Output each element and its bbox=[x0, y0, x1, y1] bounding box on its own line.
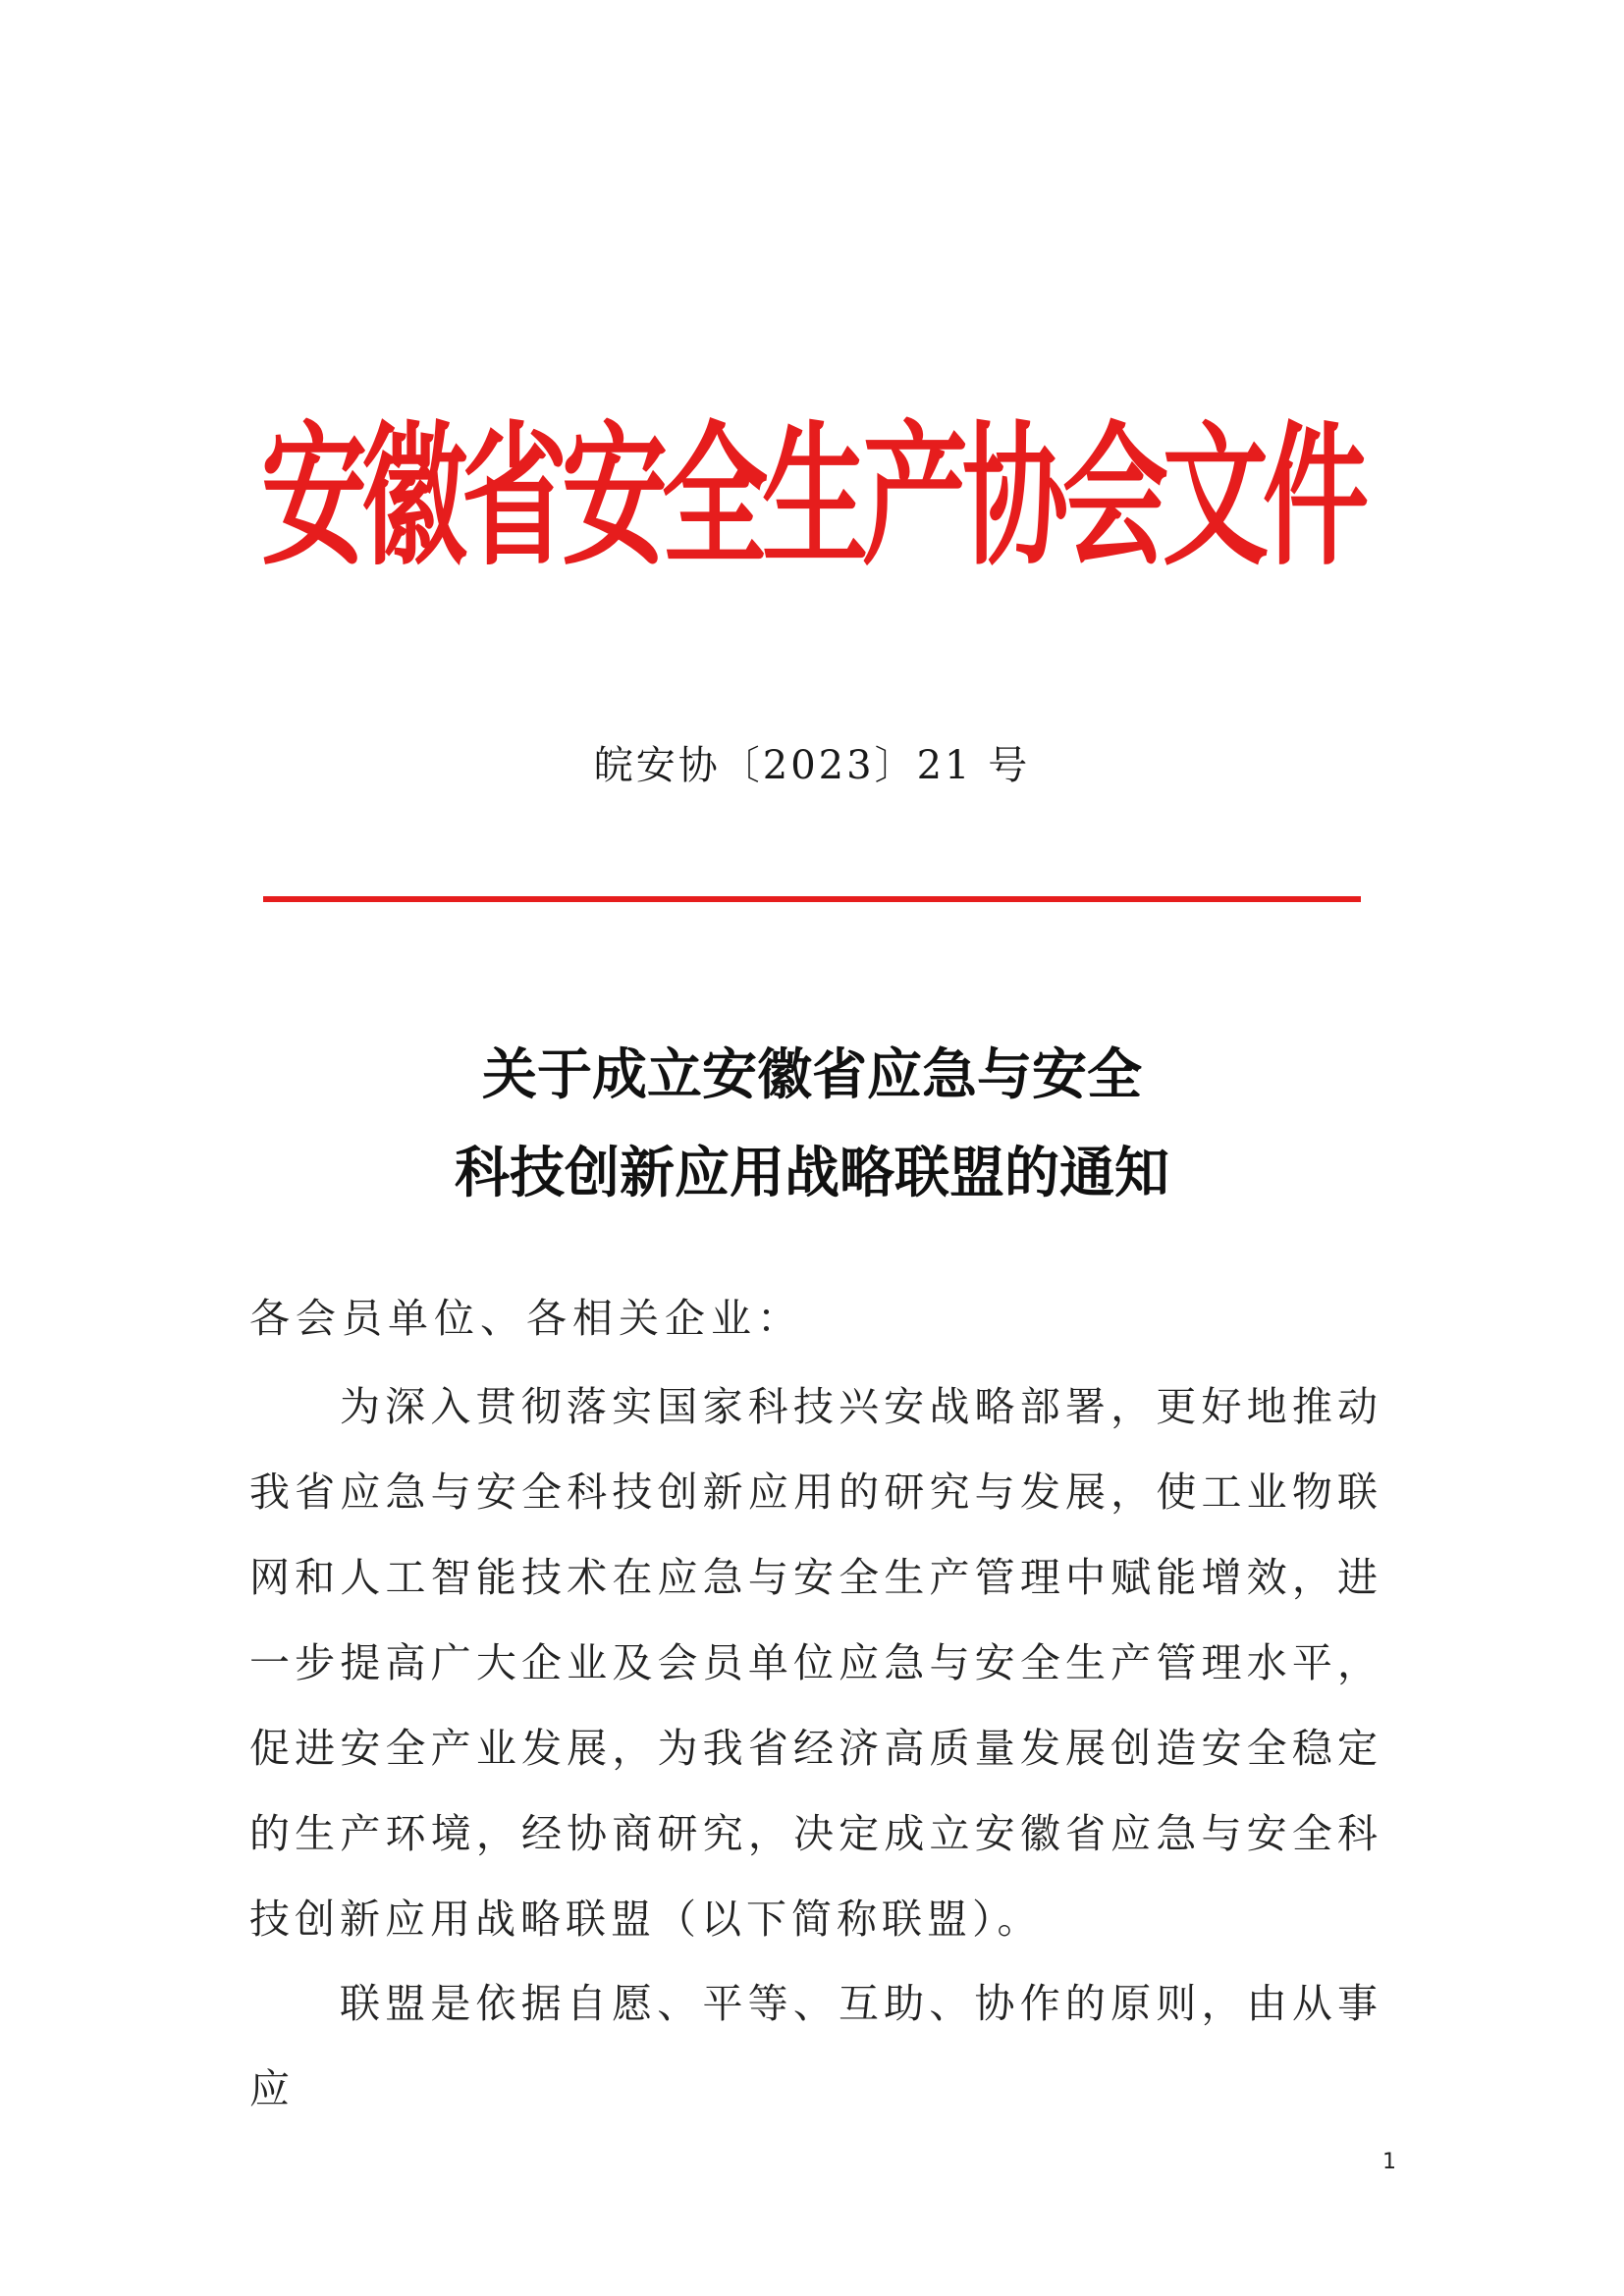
masthead-title: 安徽省安全生产协会文件 bbox=[260, 408, 1363, 587]
document-number: 皖安协〔2023〕21 号 bbox=[593, 743, 1031, 788]
red-divider-line bbox=[263, 896, 1361, 902]
body-paragraph-2: 联盟是依据自愿、平等、互助、协作的原则，由从事应 bbox=[249, 1980, 1382, 2112]
notice-title-line-2: 科技创新应用战略联盟的通知 bbox=[455, 1141, 1169, 1205]
page-number: 1 bbox=[1382, 2150, 1396, 2174]
notice-title bbox=[0, 1026, 1624, 1222]
salutation: 各会员单位、各相关企业： bbox=[249, 1295, 803, 1342]
notice-title-line-1: 关于成立安徽省应急与安全 bbox=[482, 1042, 1142, 1107]
body-paragraph-1: 为深入贯彻落实国家科技兴安战略部署，更好地推动我省应急与安全科技创新应用的研究与发展，使工业物联网和人工智能技术在应急与安全生产管理中赋能增效，进一步提高广大企业及会员单位应急与安全生产管理水平，促进安全产业发展，为我省经济高质量发展创造安全稳定的生产环境，经协商研究，决定成立安徽省应急与安全科技创新应用战略联盟（以下简称联盟）。 bbox=[249, 1383, 1382, 1943]
